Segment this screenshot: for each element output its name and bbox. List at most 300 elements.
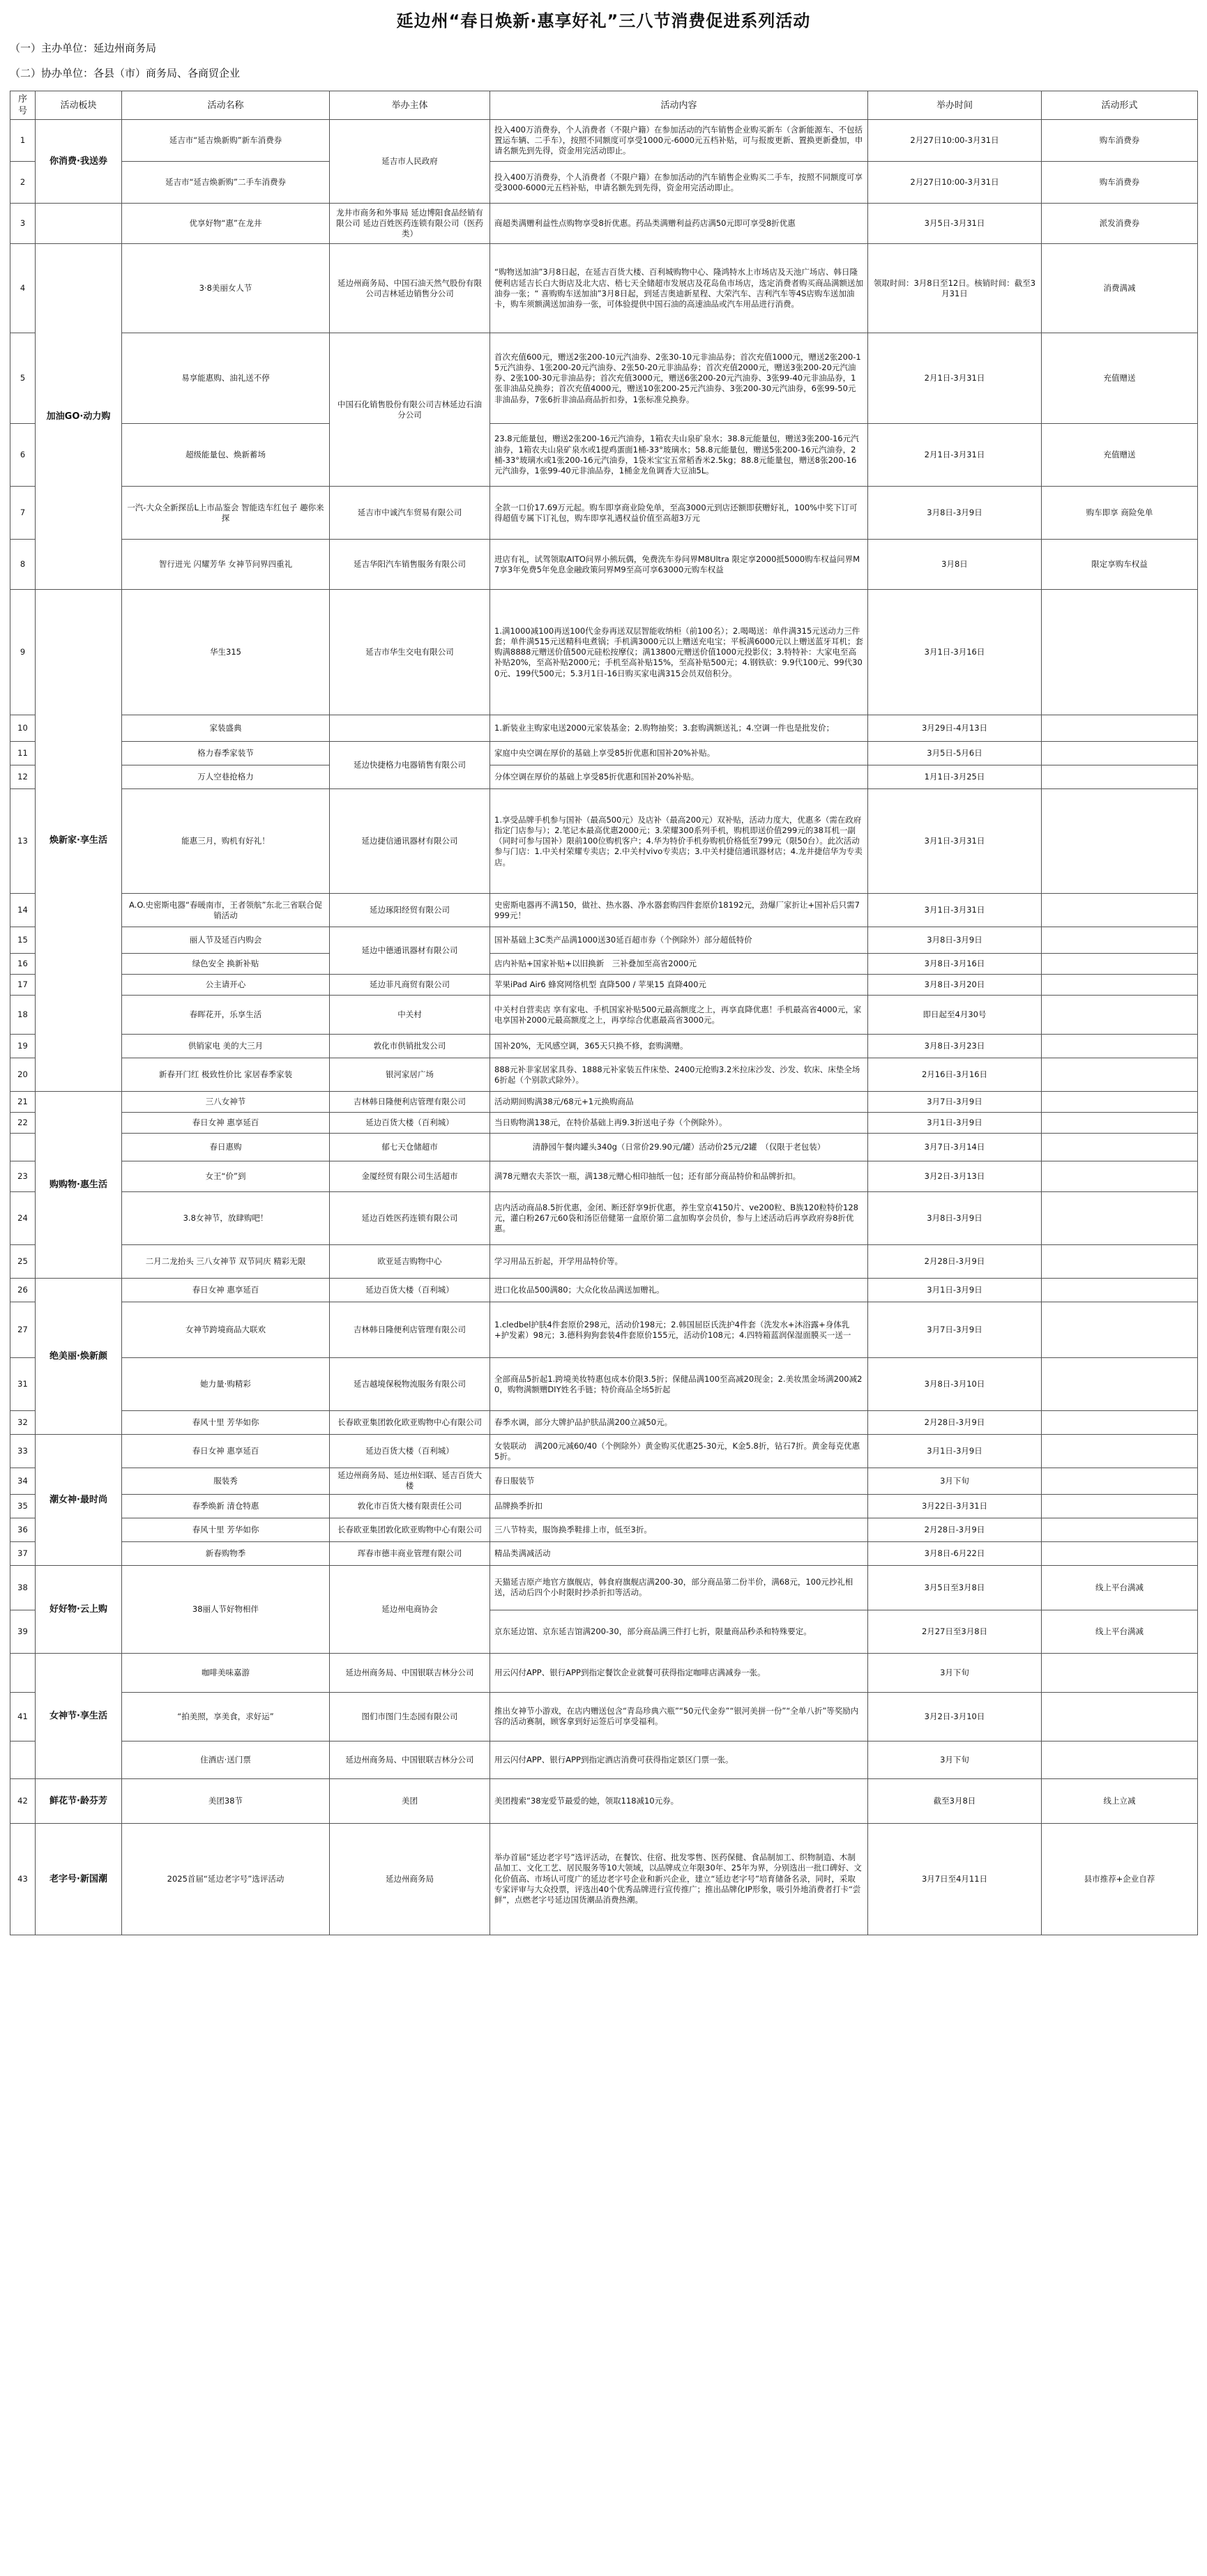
table-row [10,1058,1198,1092]
cell-activity-name: 家装盛典 [122,715,330,742]
cell-organizer: 吉林韩日隆便利店管理有限公司 [330,1092,490,1113]
cell-activity-name: 春日惠购 [122,1134,330,1161]
cell-content: 三八节特卖，服饰换季鞋排上市，低至3折。 [490,1518,868,1541]
cell-content: 进口化妆品500满80；大众化妆品满送加赠礼。 [490,1279,868,1302]
cell-content: 投入400万消费券，个人消费者（不限户籍）在参加活动的汽车销售企业购买新车（含新能源车、不包括置运车辆、二手车），按照不同额度可享受1000元-6000元五档补贴，可与报废更新、置换更新叠加，申请名额先到先得，资金用完活动即止。 [490,120,868,162]
cell-content: 推出女神节小游戏，在店内赠送包含“青岛珍典六瓶”“50元代金券”“银河美拼一份”“全单八折”等奖励内容的活动赛制，顾客拿到好运签后可享受福利。 [490,1692,868,1741]
cell-content: 满78元赠农夫茶饮一瓶，满138元赠心相印抽纸一包；还有部分商品特价和品牌折扣。 [490,1161,868,1192]
cell-format [1042,1468,1198,1494]
table-header-row [10,91,1198,120]
cell-time: 3月1日-3月9日 [868,1113,1042,1134]
cell-format [1042,742,1198,765]
organizer-host: （一）主办单位：延边州商务局 [10,42,157,54]
cell-organizer: 延边州商务局、中国石油天然气股份有限公司吉林延边销售分公司 [330,244,490,333]
cell-format: 县市推荐+企业自荐 [1042,1823,1198,1935]
cell-activity-name: 春日女神 惠享延百 [122,1113,330,1134]
cell-content: 举办首届“延边老字号”选评活动，在餐饮、住宿、批发零售、医药保健、食品制加工、织物制造、木制品加工、文化工艺、居民服务等10大领域，以品牌成立年限30年、25年为界，分别选出一批口碑好、文化价值高、市场认可度广的延边老字号企业和新兴企业，建立“延边老字号”培育储备名录，同时，采取专家评审与大众投票，评选出40个优秀品牌进行宣传推广；推出品牌化IP形象，吸引外地消费者打卡“尝鲜”，点燃老字号延边国货潮品消费热潮。 [490,1823,868,1935]
cell-activity-name: A.O.史密斯电器“春暖南市，王者领航”东北三省联合促销活动 [122,894,330,927]
cell-activity-name: 春季焕新 清仓特惠 [122,1494,330,1518]
table-row [10,1161,1198,1192]
header-activity-name: 活动名称 [122,91,330,120]
cell-content: 进店有礼，试驾领取AITO问界小熊玩偶，免费洗车券问界M8Ultra 限定享2000抵5000购车权益问界M7享3年免费5年免息金融政策问界M9至高可享63000元购车权益 [490,540,868,590]
cell-time: 2月28日-3月9日 [868,1245,1042,1279]
table-row [10,1134,1198,1161]
cell-time: 2月1日-3月31日 [868,424,1042,487]
cell-organizer: 延边州商务局、延边州妇联、延吉百货大楼 [330,1468,490,1494]
cell-index: 26 [10,1279,36,1302]
cell-index: 37 [10,1541,36,1565]
cell-organizer: 郁七天仓储超市 [330,1134,490,1161]
cell-organizer: 延边捷信通讯器材有限公司 [330,789,490,894]
cell-index: 34 [10,1468,36,1494]
cell-time: 2月28日-3月9日 [868,1518,1042,1541]
table-row [10,333,1198,424]
cell-content: 清静园午餐肉罐头340g（日常价29.90元/罐）活动价25元/2罐 （仅限于老包装） [490,1134,868,1161]
cell-content: 史密斯电器再不满150，做社、热水器、净水器套购四件套原价18192元，劲爆厂家折让+国补后只需7999元！ [490,894,868,927]
cell-activity-name: 优享好物“惠”在龙井 [122,204,330,244]
cell-section: 你消费·我送券 [36,120,122,204]
cell-activity-name: 咖啡美味嘉游 [122,1653,330,1692]
cell-content: 店内补贴+国家补贴+以旧换新 三补叠加至高省2000元 [490,954,868,975]
cell-index: 33 [10,1435,36,1468]
cell-organizer: 延边州电商协会 [330,1565,490,1653]
cell-activity-name: 女王“价”到 [122,1161,330,1192]
cell-organizer: 龙井市商务和外事局 延边博阳食品经销有限公司 延边百姓医药连锁有限公司（医药类） [330,204,490,244]
cell-time: 3月5日-5月6日 [868,742,1042,765]
table-row [10,1494,1198,1518]
cell-index: 2 [10,162,36,204]
table-row [10,789,1198,894]
cell-index: 27 [10,1302,36,1358]
cell-index: 3 [10,204,36,244]
table-row [10,424,1198,487]
table-row [10,954,1198,975]
cell-time: 3月8日-3月9日 [868,927,1042,954]
table-row [10,120,1198,162]
cell-format [1042,894,1198,927]
table-row [10,1518,1198,1541]
cell-content: 首次充值600元，赠送2张200-10元汽油券、2张30-10元非油品券；首次充值1000元，赠送2张200-15元汽油券、1张200-20元汽油券、2张50-20元非油品券；首次充值2000元，赠送3张200-20元汽油券、2张100-30元非油品券；首次充值3000元，赠送6张200-20元汽油券、3张99-40元非油品券，1张非油品兑换券；首次充值4000元，赠送10张200-25元汽油券、3张200-30元汽油券，6张99-50元非油品券，7张6折非油品商品折扣券，1张标准兑换券。 [490,333,868,424]
cell-format [1042,927,1198,954]
table-row [10,1468,1198,1494]
cell-index: 32 [10,1411,36,1435]
table-row [10,1778,1198,1823]
cell-activity-name: 美团38节 [122,1778,330,1823]
cell-time: 1月1日-3月25日 [868,765,1042,789]
cell-activity-name: 绿色安全 换新补贴 [122,954,330,975]
table-row [10,1411,1198,1435]
cell-section: 鲜花节·龄芬芳 [36,1778,122,1823]
cell-organizer: 延边菲凡商贸有限公司 [330,975,490,996]
cell-content: 1.满1000减100再送100代金券再送双层智能收纳柜（前100名）；2.喝喝送：单件满315元送动力三件套；单件满515元送精科电煮锅；手机满3000元以上赠送充电宝；平板满6000元以上赠送蓝牙耳机；套购满8888元赠送价值500元硅松按摩仪；满13800元赠送价值1000元投影仪；3.特特补：大家电至高补贴20%，至高补贴2000元；手机至高补贴15%，至高补贴500元；4.钢铁砍：9.9代100元、99代300元、199代500元；5.3月1日-16日购买家电满315会员双倍积分。 [490,590,868,715]
cell-index: 11 [10,742,36,765]
cell-content: 全款一口价17.69万元起。购车即享商业险免单，至高3000元到店还额即获赠好礼，100%中奖下订可得超值专属下订礼包，购车即享礼遇权益价值至高超3万元 [490,487,868,540]
cell-index: 10 [10,715,36,742]
cell-organizer: 延边百货大楼（百利城） [330,1279,490,1302]
cell-organizer: 延吉市中诚汽车贸易有限公司 [330,487,490,540]
cell-organizer: 中国石化销售股份有限公司吉林延边石油分公司 [330,333,490,487]
cell-content: 家庭中央空调在厚价的基础上享受85折优惠和国补20%补贴。 [490,742,868,765]
cell-activity-name: 公主请开心 [122,975,330,996]
cell-time: 3月1日-3月9日 [868,1279,1042,1302]
cell-time: 3月7日至4月11日 [868,1823,1042,1935]
cell-content: 京东延边馆、京东延吉馆满200-30，部分商品满三件打七折，限量商品秒杀和特殊要定。 [490,1610,868,1653]
table-row [10,894,1198,927]
cell-index: 13 [10,789,36,894]
cell-time: 即日起至4月30号 [868,996,1042,1035]
cell-format: 派发消费券 [1042,204,1198,244]
cell-index: 17 [10,975,36,996]
cell-time: 领取时间：3月8日至12日。核销时间：截至3月31日 [868,244,1042,333]
cell-section: 焕新家·享生活 [36,590,122,1092]
table-row [10,1245,1198,1279]
cell-activity-name: “拍美照，享美食，求好运” [122,1692,330,1741]
cell-content: 国补基础上3C类产品满1000送30延百超市券（个例除外）部分超低特价 [490,927,868,954]
cell-format: 限定享购车权益 [1042,540,1198,590]
cell-organizer: 延边百姓医药连锁有限公司 [330,1192,490,1245]
cell-format [1042,1358,1198,1411]
cell-format: 充值赠送 [1042,424,1198,487]
cell-format: 充值赠送 [1042,333,1198,424]
cell-index: 4 [10,244,36,333]
cell-activity-name: 春日女神 惠享延百 [122,1279,330,1302]
cell-time: 3月8日 [868,540,1042,590]
table-row [10,1358,1198,1411]
cell-section: 绝美丽·焕新颜 [36,1279,122,1435]
cell-format [1042,765,1198,789]
cell-content: 中关村自营卖店 享有家电、手机国家补贴500元最高额度之上，再享直降优惠！手机最高省4000元，家电享国补2000元最高额度之上，再享综合优惠最高省3000元。 [490,996,868,1035]
cell-organizer: 珲春市德丰商业管理有限公司 [330,1541,490,1565]
cell-organizer: 长春欧亚集团敦化欧亚购物中心有限公司 [330,1518,490,1541]
cell-organizer: 延边百货大楼（百利城） [330,1113,490,1134]
cell-content: 1.cledbel护肤4件套原价298元，活动价198元；2.韩国屈臣氏洗护4件套（洗发水+沐浴露+身体乳+护发素）98元；3.德科狗狗套装4件套原价155元，活动价108元；4.四特箱蓝润保湿面膜买一送一 [490,1302,868,1358]
table-row [10,590,1198,715]
cell-activity-name: 二月二龙抬头 三八女神节 双节同庆 精彩无限 [122,1245,330,1279]
cell-content: 苹果iPad Air6 蜂窝网络机型 直降500 / 苹果15 直降400元 [490,975,868,996]
cell-section: 购购物·惠生活 [36,1092,122,1279]
cell-content: 当日购物满138元，在特价基础上再9.3折送电子券（个例除外）。 [490,1113,868,1134]
cell-time: 2月27日10:00-3月31日 [868,120,1042,162]
cell-organizer: 延边州商务局、中国银联吉林分公司 [330,1741,490,1778]
cell-content: “购物送加油”3月8日起，在延吉百货大楼、百利城购物中心、隆鸿特水上市场店及天池广场店、韩日隆便利店延吉长白大街店及北大店、梧七天全储超市发展店及花岛鱼市场店，选定消费者购买商品满额送加油券一张；“ 喜购购车送加油”3月8日起，到延吉奥迪新星程、大荣汽车、吉利汽车等4S店购车送加油卡，购车须额满送加油券一张，可体验提供中国石油的高速油品或汽车用品进行消费。 [490,244,868,333]
cell-activity-name: 春日女神 惠享延百 [122,1435,330,1468]
cell-organizer: 延边中德通讯器材有限公司 [330,927,490,975]
cell-section: 加油GO·动力购 [36,244,122,590]
cell-time: 3月22日-3月31日 [868,1494,1042,1518]
cell-organizer: 美团 [330,1778,490,1823]
cell-content: 用云闪付APP、银行APP到指定酒店消费可获得指定景区门票一张。 [490,1741,868,1778]
cell-section: 老字号·新国潮 [36,1823,122,1935]
cell-index: 15 [10,927,36,954]
header-index: 序号 [10,91,36,120]
cell-organizer: 金厦经贸有限公司生活超市 [330,1161,490,1192]
cell-format [1042,1653,1198,1692]
cell-content: 女装联动 满200元减60/40（个例除外）黄金购买优惠25-30元，K金5.8折，钻石7折。黄金每克优惠5折。 [490,1435,868,1468]
cell-time: 3月8日-3月9日 [868,1192,1042,1245]
cell-index: 20 [10,1058,36,1092]
cell-time: 3月1日-3月31日 [868,789,1042,894]
table-row [10,765,1198,789]
cell-time: 3月8日-6月22日 [868,1541,1042,1565]
cell-activity-name: 智行迸光 闪耀芳华 女神节问界四重礼 [122,540,330,590]
cell-organizer: 敦化市供销批发公司 [330,1035,490,1058]
cell-format: 线上平台满减 [1042,1565,1198,1610]
table-row [10,1302,1198,1358]
table-row [10,996,1198,1035]
cell-activity-name: 3.8女神节，放肆购吧！ [122,1192,330,1245]
cell-organizer: 中关村 [330,996,490,1035]
cell-time: 3月7日-3月9日 [868,1092,1042,1113]
table-row [10,715,1198,742]
cell-organizer [330,715,490,742]
cell-format [1042,1058,1198,1092]
table-row [10,1279,1198,1302]
cell-activity-name: 3·8美丽女人节 [122,244,330,333]
cell-format [1042,1134,1198,1161]
cell-content: 1.新装业主购家电送2000元家装基金；2.购物抽奖；3.套购满额送礼；4.空调一件也是批发价； [490,715,868,742]
table-row [10,1823,1198,1935]
cell-organizer: 延边快捷格力电器销售有限公司 [330,742,490,789]
cell-time: 3月下旬 [868,1468,1042,1494]
cell-index: 18 [10,996,36,1035]
cell-content: 天猫延吉原产地官方旗舰店，韩食府旗舰店满200-30，部分商品第二份半价，满68元，100元抄礼相送，活动后四个小时限时抄杀折扣等活动。 [490,1565,868,1610]
cell-index: 25 [10,1245,36,1279]
table-row [10,1113,1198,1134]
table-row [10,244,1198,333]
cell-activity-name: 春晖花开，乐享生活 [122,996,330,1035]
cell-content: 美团搜索“38宠爱节最爱的她，领取118减10元券。 [490,1778,868,1823]
cell-format [1042,715,1198,742]
cell-format: 购车即享 商险免单 [1042,487,1198,540]
cell-activity-name: 住酒店·送门票 [122,1741,330,1778]
table-row [10,975,1198,996]
table-row [10,742,1198,765]
cell-index: 36 [10,1518,36,1541]
cell-activity-name: 春风十里 芳华如你 [122,1411,330,1435]
cell-time: 2月16日-3月16日 [868,1058,1042,1092]
cell-format [1042,1741,1198,1778]
table-row [10,162,1198,204]
table-row [10,204,1198,244]
cell-time: 3月29日-4月13日 [868,715,1042,742]
cell-activity-name: 新春开门红 极致性价比 家居春季家装 [122,1058,330,1092]
cell-index: 9 [10,590,36,715]
cell-format: 线上平台满减 [1042,1610,1198,1653]
cell-activity-name: 丽人节及延百内购会 [122,927,330,954]
cell-format [1042,1541,1198,1565]
cell-activity-name: 2025首届“延边老字号”选评活动 [122,1823,330,1935]
cell-index: 5 [10,333,36,424]
cell-time: 2月27日10:00-3月31日 [868,162,1042,204]
table-row [10,927,1198,954]
cell-time: 3月8日-3月9日 [868,487,1042,540]
cell-content: 商超类满赠利益性点购物享受8折优惠。药品类满赠利益药店满50元即可享受8折优惠 [490,204,868,244]
cell-content: 全部商品5折起1.跨境美妆特惠包成本价限3.5折；保健品满100至高减20现金；2.美妆黑金场满200减20，购物满额赠DIY姓名手链；特价商品全场5折起 [490,1358,868,1411]
cell-index: 41 [10,1692,36,1741]
cell-format [1042,1494,1198,1518]
cell-format [1042,975,1198,996]
table-row [10,1092,1198,1113]
header-organizer: 举办主体 [330,91,490,120]
cell-activity-name: 服装秀 [122,1468,330,1494]
cell-time: 3月下旬 [868,1741,1042,1778]
cell-format [1042,1302,1198,1358]
cell-activity-name: 供销家电 美的大三月 [122,1035,330,1058]
cell-format: 购车消费券 [1042,120,1198,162]
cell-time: 截至3月8日 [868,1778,1042,1823]
cell-activity-name: 三八女神节 [122,1092,330,1113]
cell-activity-name: 华生315 [122,590,330,715]
cell-time: 3月2日-3月10日 [868,1692,1042,1741]
cell-time: 3月8日-3月10日 [868,1358,1042,1411]
cell-content: 分体空调在厚价的基础上享受85折优惠和国补20%补贴。 [490,765,868,789]
table-row [10,1653,1198,1692]
cell-section: 好好物·云上购 [36,1565,122,1653]
cell-format: 购车消费券 [1042,162,1198,204]
cell-organizer: 延边百货大楼（百利城） [330,1435,490,1468]
cell-index: 24 [10,1192,36,1245]
header-section: 活动板块 [36,91,122,120]
cell-content: 春季水调，部分大牌护品护肤品满200立减50元。 [490,1411,868,1435]
cell-time: 3月5日-3月31日 [868,204,1042,244]
table-row [10,540,1198,590]
cell-organizer: 欧亚延吉购物中心 [330,1245,490,1279]
cell-activity-name: 她力量·购精彩 [122,1358,330,1411]
cell-content: 精品类满减活动 [490,1541,868,1565]
cell-index: 39 [10,1610,36,1653]
table-row [10,1435,1198,1468]
cell-content: 888元补非家居家具券、1888元补家装五件床垫、2400元抢购3.2米拉床沙发、沙发、软床、床垫全场6折起（个别款式除外）。 [490,1058,868,1092]
cell-activity-name: 格力春季家装节 [122,742,330,765]
cell-section: 潮女神·最时尚 [36,1435,122,1565]
cell-time: 2月1日-3月31日 [868,333,1042,424]
cell-time: 2月27日至3月8日 [868,1610,1042,1653]
cell-activity-name: 女神节跨境商品大联欢 [122,1302,330,1358]
table-row [10,1692,1198,1741]
cell-format [1042,1692,1198,1741]
cell-organizer: 延吉市人民政府 [330,120,490,204]
cell-content: 国补20%，无风感空调，365天只换不修，套购满赠。 [490,1035,868,1058]
cell-format: 线上立减 [1042,1778,1198,1823]
cell-format [1042,1035,1198,1058]
cell-index: 14 [10,894,36,927]
cell-index [10,1741,36,1778]
cell-content: 23.8元能量包，赠送2张200-16元汽油券，1箱农夫山泉矿泉水；38.8元能量包，赠送3张200-16元汽油券，1箱农夫山泉矿泉水或1提鸡蛋面1桶-33°玻璃水；58.8元能量包，赠送5张200-16元汽油券，2桶-33°玻璃水或1张200-16元汽油券，1袋米宝宝五常稻香米2.5kg；88.8元能量包，赠送8张200-16元汽油券，1张99-40元非油品券，1桶金龙鱼调香大豆油5L。 [490,424,868,487]
cell-time: 3月1日-3月31日 [868,894,1042,927]
cell-content: 活动期间购满38元/68元+1元换购商品 [490,1092,868,1113]
cell-activity-name: 超级能量包、焕新蓄场 [122,424,330,487]
cell-format: 消费满减 [1042,244,1198,333]
cell-format [1042,954,1198,975]
page-title: 延边州“春日焕新·惠享好礼”三八节消费促进系列活动 [396,11,811,31]
cell-organizer: 延吉市华生交电有限公司 [330,590,490,715]
cell-organizer: 延边州商务局 [330,1823,490,1935]
cell-index: 19 [10,1035,36,1058]
cell-organizer: 敦化市百货大楼有限责任公司 [330,1494,490,1518]
cell-time: 3月5日至3月8日 [868,1565,1042,1610]
cell-content: 学习用品五折起，开学用品特价等。 [490,1245,868,1279]
cell-index: 6 [10,424,36,487]
header-time: 举办时间 [868,91,1042,120]
cell-content: 用云闪付APP、银行APP到指定餐饮企业就餐可获得指定咖啡店满减券一张。 [490,1653,868,1692]
cell-format [1042,1245,1198,1279]
cell-index: 35 [10,1494,36,1518]
cell-format [1042,996,1198,1035]
table-row [10,1035,1198,1058]
cell-organizer: 银河家居广场 [330,1058,490,1092]
cell-index [10,1653,36,1692]
cell-content: 1.享受品牌手机参与国补（最高500元）及店补（最高200元）双补贴，活动力度大，优惠多（需在政府指定门店参与）；2.笔记本最高优惠2000元；3.荣耀300系列手机，购机即送价值299元的38耳机一副（同时可参与国补）限前100位购机客户；4.华为特价手机券购机价格低至799元（限50台）。此次活动参与门店：1.中关村荣耀专卖店；2.中关村vivo专卖店；3.中关村捷信通讯器材店；4.龙井捷信华为专卖店。 [490,789,868,894]
cell-index: 7 [10,487,36,540]
cell-format [1042,1161,1198,1192]
organizer-co-host: （二）协办单位：各县（市）商务局、各商贸企业 [10,67,241,79]
table-row [10,1541,1198,1565]
cell-organizer: 长春欧亚集团敦化欧亚购物中心有限公司 [330,1411,490,1435]
cell-section: 女神节·享生活 [36,1653,122,1778]
cell-time: 3月2日-3月13日 [868,1161,1042,1192]
cell-time: 3月1日-3月9日 [868,1435,1042,1468]
table-row [10,487,1198,540]
cell-index: 16 [10,954,36,975]
header-format: 活动形式 [1042,91,1198,120]
cell-index [10,1134,36,1161]
cell-format [1042,1518,1198,1541]
cell-time: 3月1日-3月16日 [868,590,1042,715]
cell-time: 3月7日-3月9日 [868,1302,1042,1358]
cell-index: 23 [10,1161,36,1192]
cell-index: 22 [10,1113,36,1134]
cell-activity-name: 延吉市“延吉焕新购”新车消费券 [122,120,330,162]
cell-activity-name: 春风十里 芳华如你 [122,1518,330,1541]
table-row [10,1192,1198,1245]
cell-index: 31 [10,1358,36,1411]
table-body [10,120,1198,1935]
cell-time: 3月7日-3月14日 [868,1134,1042,1161]
cell-index: 43 [10,1823,36,1935]
cell-index: 42 [10,1778,36,1823]
cell-index: 1 [10,120,36,162]
cell-time: 2月28日-3月9日 [868,1411,1042,1435]
cell-activity-name: 万人空巷抢格力 [122,765,330,789]
table-row [10,1741,1198,1778]
cell-organizer: 图们市图门生态园有限公司 [330,1692,490,1741]
cell-content: 投入400万消费券，个人消费者（不限户籍）在参加活动的汽车销售企业购买二手车，按照不同额度可享受3000-6000元五档补贴，申请名额先到先得，资金用完活动即止。 [490,162,868,204]
cell-section [36,204,122,244]
cell-organizer: 延吉华阳汽车销售服务有限公司 [330,540,490,590]
cell-time: 3月8日-3月20日 [868,975,1042,996]
cell-activity-name: 一汽-大众全新探岳L上市品鉴会 智能迭车红包子 趣你来探 [122,487,330,540]
cell-index: 21 [10,1092,36,1113]
header-content: 活动内容 [490,91,868,120]
cell-organizer: 吉林韩日隆便利店管理有限公司 [330,1302,490,1358]
cell-format [1042,789,1198,894]
cell-format [1042,1113,1198,1134]
cell-activity-name: 延吉市“延吉焕新购”二手车消费券 [122,162,330,204]
cell-organizer: 延边州商务局、中国银联吉林分公司 [330,1653,490,1692]
table-row [10,1565,1198,1610]
cell-activity-name: 易享能惠购、油礼送不停 [122,333,330,424]
cell-time: 3月下旬 [868,1653,1042,1692]
cell-index: 8 [10,540,36,590]
cell-activity-name: 38丽人节好物相伴 [122,1565,330,1653]
cell-format [1042,1092,1198,1113]
cell-format [1042,1411,1198,1435]
cell-index: 38 [10,1565,36,1610]
cell-activity-name: 新春购物季 [122,1541,330,1565]
cell-content: 春日服装节 [490,1468,868,1494]
cell-format [1042,1279,1198,1302]
cell-format [1042,1435,1198,1468]
